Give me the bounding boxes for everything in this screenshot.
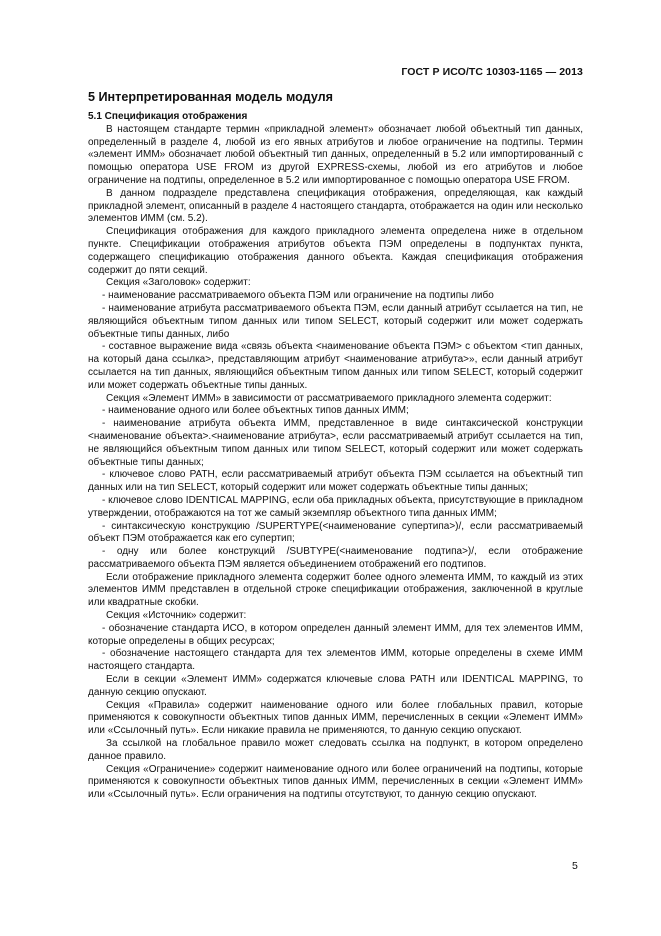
paragraph: Спецификация отображения для каждого прикладного элемента определена ниже в отдельном пункте. Спецификации отображения атрибутов объекта ПЭМ определены в подпунктах пункта, содержащего спецификацию отображения данного объекта. Каждая спецификация отображения содержит до пяти секций.	[88, 226, 583, 276]
list-item: - наименование одного или более объектных типов данных ИММ;	[102, 405, 409, 417]
paragraph: Секция «Заголовок» содержит:	[106, 277, 251, 289]
list-item: - наименование атрибута рассматриваемого объекта ПЭМ, если данный атрибут ссылается на тип, не являющийся объектным типом данных или типом SELECT, который содержит или может содержать объектные типы данных, либо	[88, 302, 583, 340]
page-number: 5	[572, 860, 578, 872]
section-title: 5 Интерпретированная модель модуля	[88, 90, 334, 104]
list-item: - одну или более конструкций /SUBTYPE(<наименование подтипа>)/, если отображение рассматриваемого объекта ПЭМ является объединением отображений его подтипов.	[88, 546, 583, 570]
standard-header: ГОСТ Р ИСО/ТС 10303-1165 — 2013	[401, 66, 583, 78]
paragraph: За ссылкой на глобальное правило может следовать ссылка на подпункт, в котором определено данное правило.	[88, 738, 583, 762]
list-item: - составное выражение вида «связь объекта <наименование объекта ПЭМ> с объектом <тип данных, на который дана ссылка>, представляющим атрибут <наименование атрибута>», если данный атрибут ссылается на тип данных, являющийся объектным типом данных или типом SELECT, который содержит или может содержать объектные типы данных.	[88, 341, 583, 391]
paragraph-list	[88, 124, 583, 802]
paragraph: Секция «Ограничение» содержит наименование одного или более ограничений на подтипы, которые применяются к совокупности объектных типов данных ИММ, перечисленных в секции «Элемент ИММ» или «Ссылочный путь». Если ограничения на подтипы отсутствуют, то данную секцию опускают.	[88, 763, 583, 801]
paragraph: Секция «Правила» содержит наименование одного или более глобальных правил, которые применяются к совокупности объектных типов данных ИММ, перечисленных в секции «Элемент ИММ» или «Ссылочный путь». Если никакие правила не применяются, то данную секцию опускают.	[88, 699, 583, 737]
body-text	[88, 89, 583, 802]
paragraph: Если отображение прикладного элемента содержит более одного элемента ИММ, то каждый из этих элементов ИММ представлен в отдельной строке спецификации отображения, заключенной в круглые или квадратные скобки.	[88, 571, 583, 609]
paragraph: Если в секции «Элемент ИММ» содержатся ключевые слова PATH или IDENTICAL MAPPING, то данную секцию опускают.	[88, 674, 583, 698]
list-item: - ключевое слово IDENTICAL MAPPING, если оба прикладных объекта, присутствующие в прикладном утверждении, отображаются на тот же самый экземпляр объектного типа данных ИММ;	[88, 494, 583, 519]
paragraph: В настоящем стандарте термин «прикладной элемент» обозначает любой объектный тип данных, определенный в разделе 4, любой из его явных атрибутов и любое ограничение на подтипы. Термин «элемент ИММ» обозначает любой объектный тип данных, определенный в 5.2 или импортированный с помощью оператора USE FROM из другой EXPRESS-схемы, любой из его атрибутов и любое ограничение на подтипы, определенное в 5.2 или импортированное с помощью оператора USE FROM.	[88, 123, 583, 186]
list-item: - ключевое слово PATH, если рассматриваемый атрибут объекта ПЭМ ссылается на объектный тип данных или на тип SELECT, который содержит или может содержать объектные типы данных;	[88, 469, 583, 494]
list-item: - обозначение настоящего стандарта для тех элементов ИММ, которые определены в схеме ИММ настоящего стандарта.	[88, 648, 583, 673]
paragraph: Секция «Источник» содержит:	[106, 610, 247, 622]
paragraph: Секция «Элемент ИММ» в зависимости от рассматриваемого прикладного элемента содержит:	[106, 392, 552, 404]
subsection-title: 5.1 Спецификация отображения	[88, 111, 248, 122]
list-item: - обозначение стандарта ИСО, в котором определен данный элемент ИММ, для тех элементов ИММ, которые определены в общих ресурсах;	[88, 622, 583, 647]
list-item: - синтаксическую конструкцию /SUPERTYPE(<наименование супертипа>)/, если рассматриваемый объект ПЭМ отображается как его супертип;	[88, 520, 583, 545]
list-item: - наименование рассматриваемого объекта ПЭМ или ограничение на подтипы либо	[102, 290, 494, 302]
paragraph: В данном подразделе представлена спецификация отображения, определяющая, как каждый прикладной элемент, описанный в разделе 4 настоящего стандарта, отображается на один или несколько элементов ИММ (см. 5.2).	[88, 187, 583, 225]
list-item: - наименование атрибута объекта ИММ, представленное в виде синтаксической конструкции <наименование объекта>.<наименование атрибута>, если рассматриваемый атрибут ссылается на тип, не являющийся объектным типом данных или типом SELECT, который содержит или может содержать объектные типы данных;	[88, 418, 583, 468]
